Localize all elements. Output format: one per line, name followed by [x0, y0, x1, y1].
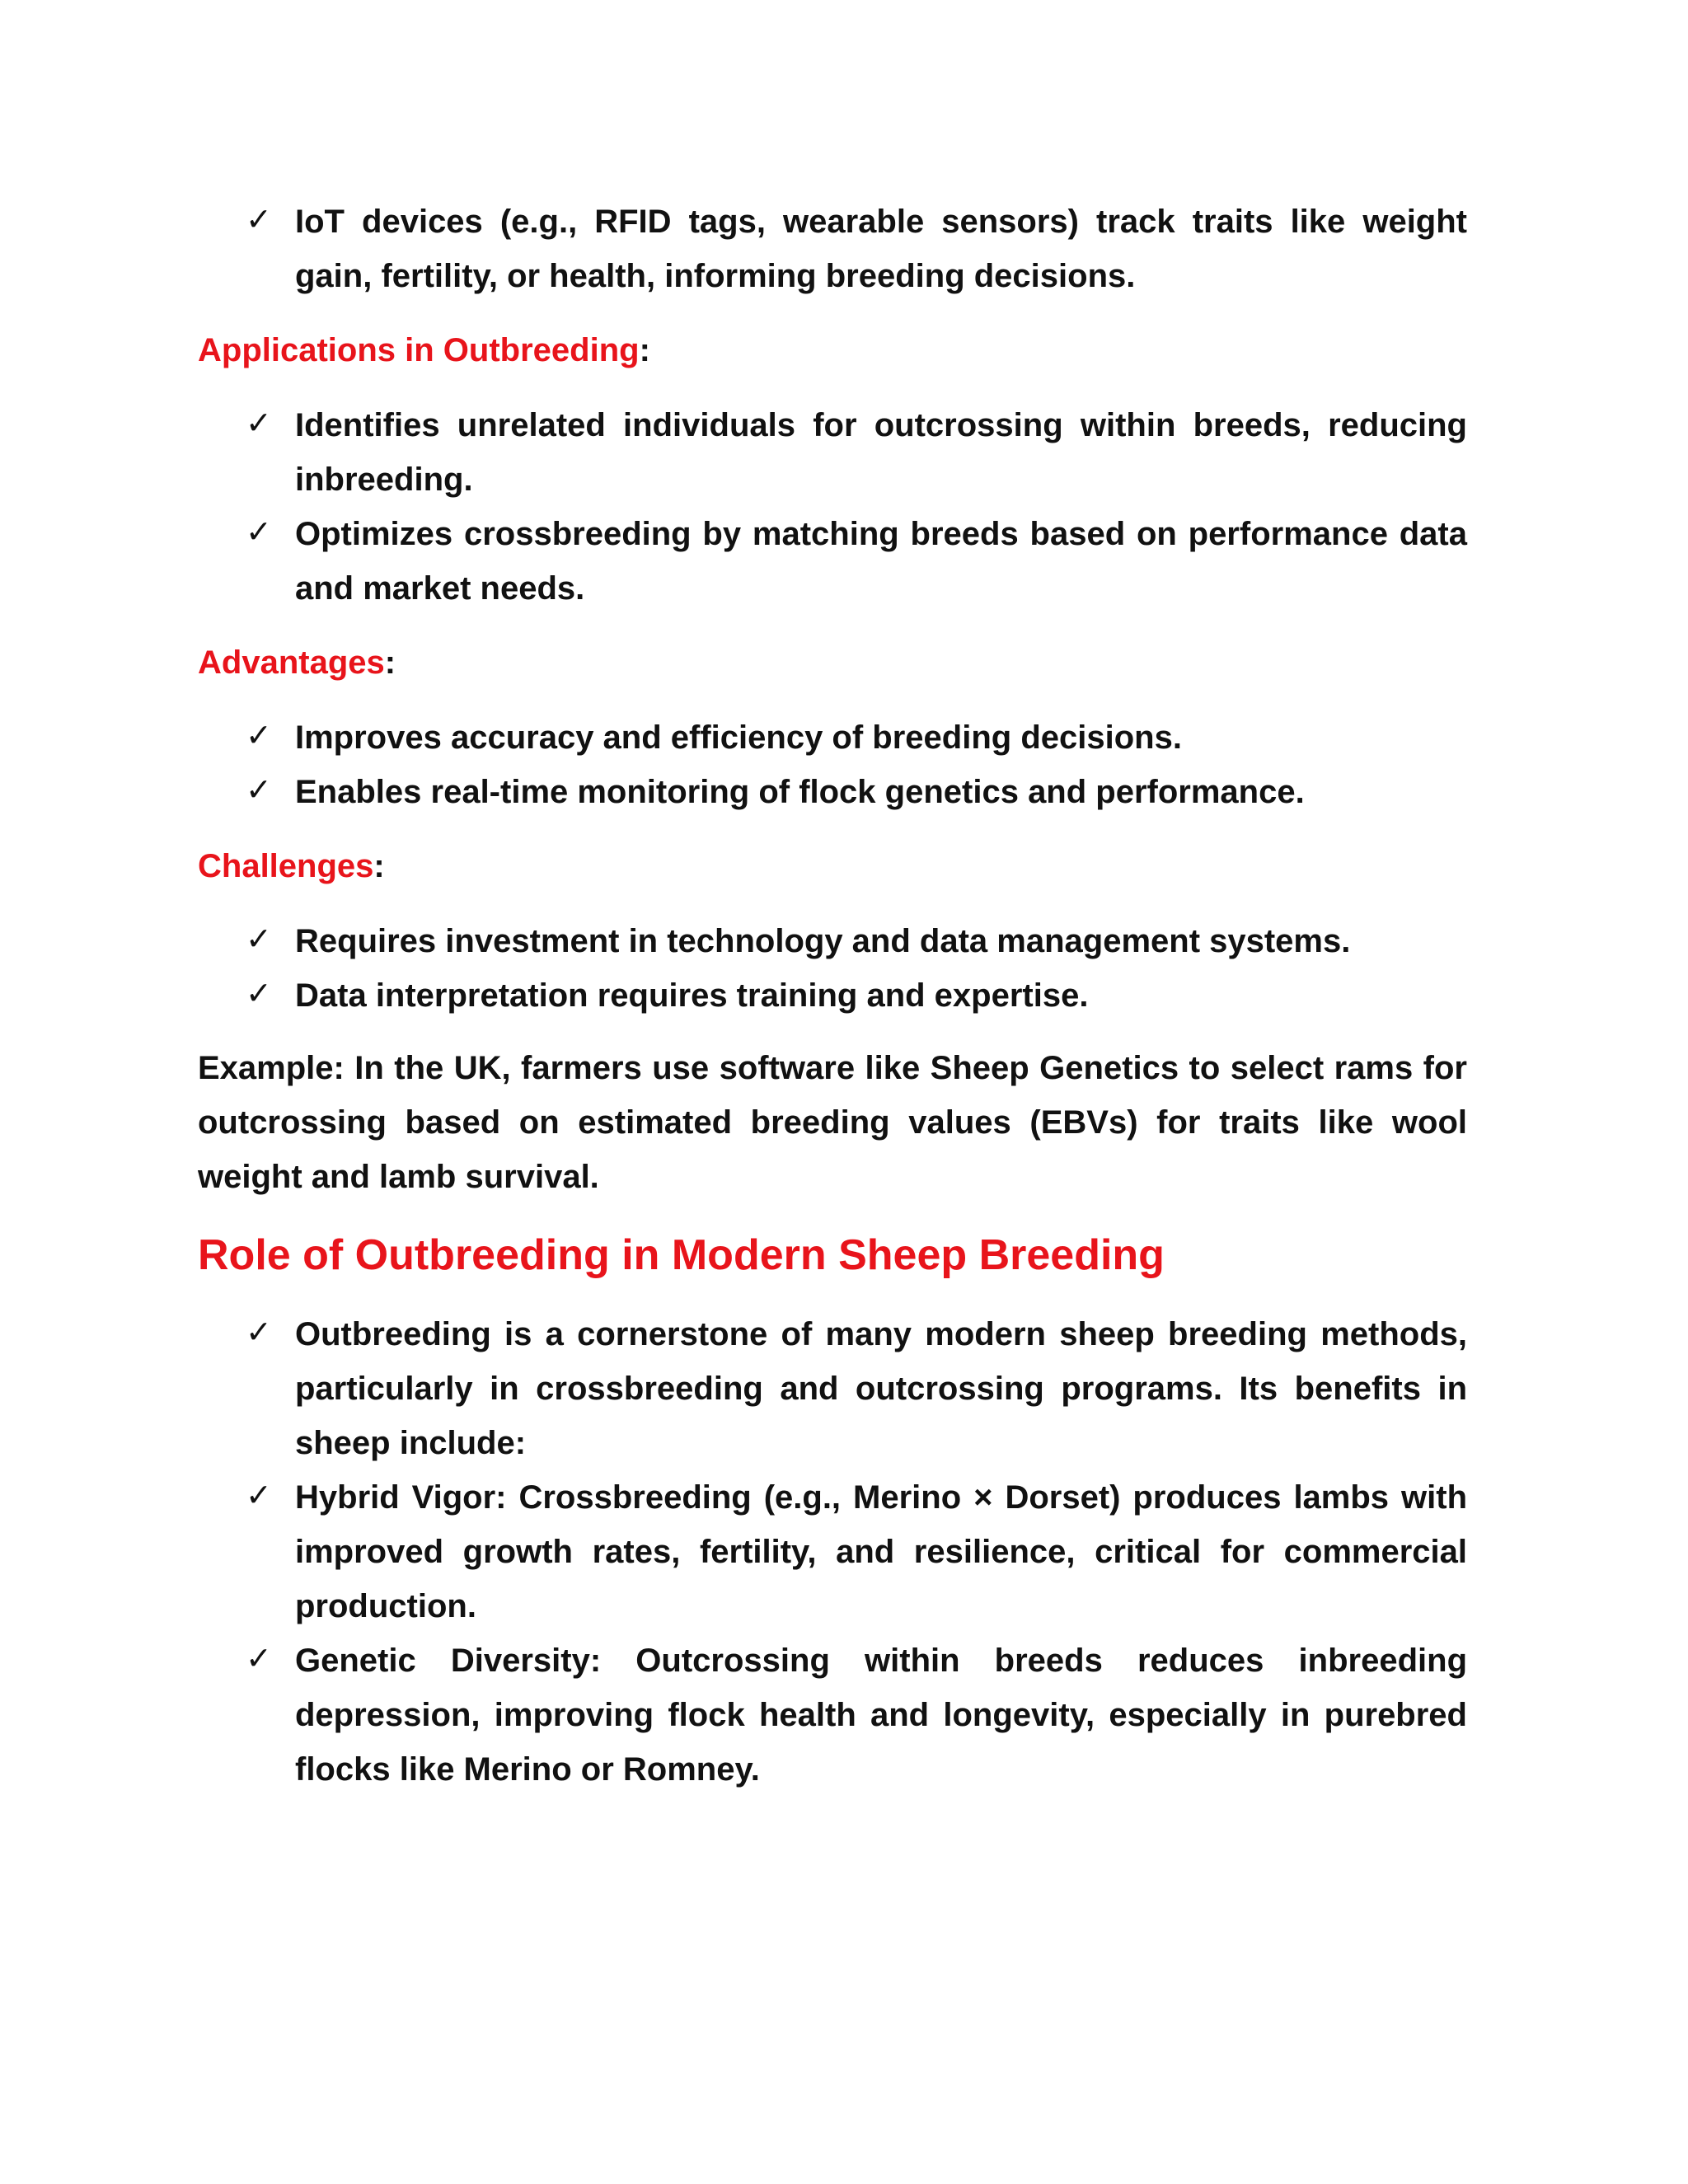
checkmark-icon: ✓: [246, 1640, 272, 1676]
list-item-text: Genetic Diversity: Outcrossing within breeds reduces inbreeding depression, improving flock health and longevity, especially in purebred flocks like Merino or Romney.: [295, 1643, 1467, 1788]
challenges-heading: Challenges:: [198, 848, 385, 884]
list-item: [246, 507, 1467, 616]
list-item: [246, 1633, 1467, 1797]
list-item: [246, 765, 1467, 819]
checkmark-icon: ✓: [246, 1314, 272, 1350]
list-item-text: Optimizes crossbreeding by matching breeds based on performance data and market needs.: [295, 516, 1467, 607]
document-page: [198, 194, 1467, 1797]
list-item-text: Identifies unrelated individuals for outcrossing within breeds, reducing inbreeding.: [295, 407, 1467, 498]
list-item-text: Outbreeding is a cornerstone of many modern sheep breeding methods, particularly in crossbreeding and outcrossing programs. Its benefits in sheep include:: [295, 1316, 1467, 1461]
advantages-list: [198, 710, 1467, 819]
list-item: [246, 398, 1467, 507]
list-item: [246, 1307, 1467, 1470]
list-item: [246, 968, 1467, 1023]
list-item-text: Hybrid Vigor: Crossbreeding (e.g., Merino × Dorset) produces lambs with improved growth rates, fertility, and resilience, critical for commercial production.: [295, 1479, 1467, 1624]
list-item-text: Requires investment in technology and data management systems.: [295, 923, 1351, 959]
list-item: [246, 710, 1467, 765]
challenges-list: [198, 914, 1467, 1023]
checkmark-icon: ✓: [246, 771, 272, 808]
section-title: Role of Outbreeding in Modern Sheep Breeding: [198, 1231, 1165, 1279]
intro-list: [198, 194, 1467, 303]
example-paragraph: Example: In the UK, farmers use software like Sheep Genetics to select rams for outcrossing based on estimated breeding values (EBVs) for traits like wool weight and lamb survival.: [198, 1050, 1467, 1195]
checkmark-icon: ✓: [246, 1477, 272, 1513]
checkmark-icon: ✓: [246, 405, 272, 441]
list-item-text: Data interpretation requires training and expertise.: [295, 977, 1089, 1014]
list-item-text: Enables real-time monitoring of flock genetics and performance.: [295, 774, 1305, 810]
list-item: [246, 194, 1467, 303]
applications-heading: Applications in Outbreeding:: [198, 332, 650, 368]
checkmark-icon: ✓: [246, 513, 272, 550]
checkmark-icon: ✓: [246, 975, 272, 1011]
advantages-heading: Advantages:: [198, 644, 396, 681]
list-item: [246, 1470, 1467, 1633]
applications-list: [198, 398, 1467, 616]
checkmark-icon: ✓: [246, 717, 272, 753]
list-item-text: IoT devices (e.g., RFID tags, wearable sensors) track traits like weight gain, fertility, or health, informing breeding decisions.: [295, 204, 1467, 294]
list-item: [246, 914, 1467, 968]
list-item-text: Improves accuracy and efficiency of breeding decisions.: [295, 719, 1182, 756]
role-list: [198, 1307, 1467, 1797]
checkmark-icon: ✓: [246, 921, 272, 957]
checkmark-icon: ✓: [246, 201, 272, 237]
